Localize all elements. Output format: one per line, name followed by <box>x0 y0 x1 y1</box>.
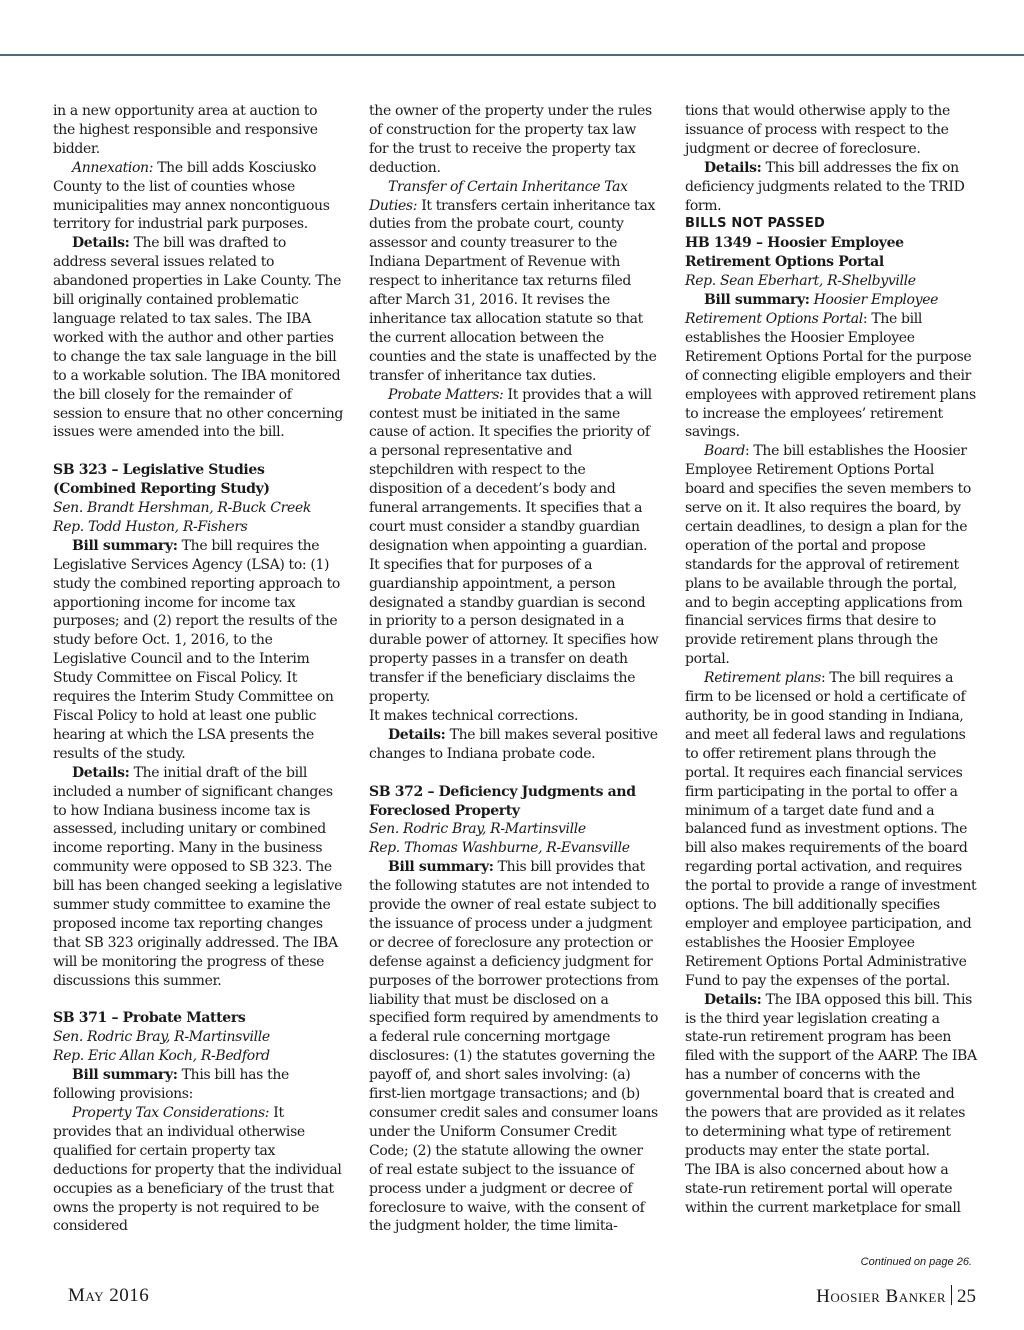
paragraph-text: : The bill establishes the Hoosier Employee Retirement Options Portal for the purpose of connecting eligible employers and their employees with approved retirement plans to increase the employees’ retirement savings. <box>685 310 976 441</box>
paragraph-text: This bill has the following provisions: <box>53 1067 289 1103</box>
probate-matters-paragraph <box>369 386 659 707</box>
board-paragraph <box>685 442 977 669</box>
continued-note: Continued on page 26. <box>860 1256 972 1268</box>
annexation-paragraph <box>53 159 343 235</box>
details-label: Details: <box>704 159 762 176</box>
paragraph: tions that would otherwise apply to the issuance of process with respect to the judgment or decree of foreclosure. <box>685 103 950 157</box>
portal-name: Hoosier Employee Retirement Options Portal <box>685 292 939 327</box>
property-tax-paragraph <box>53 1104 343 1236</box>
paragraph-text: It provides that a will contest must be initiated in the same cause of action. It specifies the priority of a personal representative and stepchildren with respect to the disposition of a decedent’s body and funeral arrangements. It specifies that a court must consider a standby guardian designation when appointing a guardian. It specifies that for purposes of a guardianship appointment, a person designated a standby guardian is second in priority to a person designated in a durable power of attorney. It specifies how property passes in a transfer on death transfer if the beneficiary disclaims the property. <box>369 386 659 706</box>
inheritance-tax-paragraph <box>369 178 659 386</box>
paragraph: The IBA is also concerned about how a state-run retirement portal will operate within the current marketplace for small <box>685 1161 961 1216</box>
summary-label: Bill summary: <box>704 292 810 309</box>
details-paragraph <box>685 991 977 1161</box>
paragraph-text: This bill addresses the fix on deficiency judgments related to the TRID form. <box>685 159 965 214</box>
paragraph-text: It transfers certain inheritance tax duties from the probate court, county assessor and county treasurer to the Indiana Department of Revenue with respect to inheritance tax returns filed after March 31, 2016. It revises the inheritance tax allocation statute so that the current allocation between the counties and the state is unaffected by the transfer of inheritance tax duties. <box>369 197 657 384</box>
details-label: Details: <box>72 764 130 781</box>
column-3 <box>685 102 977 1217</box>
details-paragraph <box>53 764 343 991</box>
sponsor-senator: Sen. Rodric Bray, R-Martinsville <box>369 821 586 838</box>
footer-issue-date: May 2016 <box>68 1285 150 1306</box>
paragraph-text: The bill adds Kosciusko County to the list of counties whose municipalities may annex noncontiguous territory for industrial park purposes. <box>53 159 330 233</box>
sponsor-representative: Rep. Todd Huston, R-Fishers <box>53 518 248 535</box>
bill-summary-paragraph <box>53 1066 343 1104</box>
paragraph-text: : The bill requires a firm to be licensed or hold a certificate of authority, be in good standing in Indiana, and meet all federal laws and regulations to offer retirement plans through the portal. It requires each financial services firm participating in the portal to offer a minimum of a target date fund and a balanced fund as investment options. The bill also makes requirements of the board regarding portal activation, and requires the portal to provide a range of investment options. The bill additionally specifies employer and employee participation, and establishes the Hoosier Employee Retirement Options Portal Administrative Fund to pay the expenses of the portal. <box>685 670 977 989</box>
paragraph: in a new opportunity area at auction to the highest responsible and responsive bidder. <box>53 103 318 157</box>
summary-label: Bill summary: <box>72 537 178 554</box>
bill-heading-sb323: SB 323 – Legislative Studies (Combined Reporting Study) <box>53 462 270 498</box>
section-heading: BILLS NOT PASSED <box>685 216 825 232</box>
summary-label: Bill summary: <box>388 859 494 876</box>
magazine-name: Hoosier Banker <box>816 1286 946 1307</box>
details-paragraph <box>53 234 343 442</box>
bill-summary-paragraph <box>53 537 343 764</box>
sponsor-representative: Rep. Eric Allan Koch, R-Bedford <box>53 1048 270 1065</box>
paragraph-text: The IBA opposed this bill. This is the third year legislation creating a state-run retirement program has been filed with the support of the AARP. The IBA has a number of concerns with the governmental board that is created and the powers that are provided as it relates to determining what type of retirement products may enter the state portal. <box>685 991 977 1159</box>
sponsor-senator: Sen. Rodric Bray, R-Martinsville <box>53 1029 270 1046</box>
summary-label: Bill summary: <box>72 1067 178 1084</box>
paragraph: the owner of the property under the rules of construction for the property tax law for the trust to receive the property tax deduction. <box>369 103 652 176</box>
paragraph-text: : The bill establishes the Hoosier Employee Retirement Options Portal board and specifies the seven members to serve on it. It also requires the board, by certain deadlines, to design a plan for the operation of the portal and propose standards for the approval of retirement plans to be available through the portal, and to begin accepting applications from financial services firms that desire to provide retirement plans through the portal. <box>685 443 971 668</box>
bill-heading-hb1349: HB 1349 – Hoosier Employee Retirement Options Portal <box>685 235 904 271</box>
run-in-label: Retirement plans <box>704 670 821 687</box>
retirement-plans-paragraph <box>685 669 977 990</box>
run-in-label: Probate Matters: <box>388 386 504 403</box>
paragraph-text: The initial draft of the bill included a number of significant changes to how Indiana business income tax is assessed, including unitary or combined income reporting. Many in the business community were opposed to SB 323. The bill has been changed seeking a legislative summer study committee to examine the proposed income tax reporting changes that SB 323 originally addressed. The IBA will be monitoring the progress of these discussions this summer. <box>53 764 343 989</box>
page-number: 25 <box>957 1286 976 1307</box>
sponsor-representative: Rep. Thomas Washburne, R-Evansville <box>369 840 630 857</box>
run-in-label: Board <box>704 443 745 460</box>
details-label: Details: <box>704 991 762 1008</box>
folio-divider <box>951 1285 952 1305</box>
paragraph-text: The bill was drafted to address several issues related to abandoned properties in Lake County. The bill originally contained problematic language related to tax sales. The IBA worked with the author and other parties to change the tax sale language in the bill to a workable solution. The IBA monitored the bill closely for the remainder of session to ensure that no other concerning issues were amended into the bill. <box>53 235 343 441</box>
paragraph-text: The bill requires the Legislative Services Agency (LSA) to: (1) study the combined reporting approach to apportioning income for income tax purposes; and (2) report the results of the study before Oct. 1, 2016, to the Legislative Council and to the Interim Study Committee on Fiscal Policy. It requires the Interim Study Committee on Fiscal Policy to hold at least one public hearing at which the LSA presents the results of the study. <box>53 537 340 762</box>
bill-heading-sb372: SB 372 – Deficiency Judgments and Foreclosed Property <box>369 783 636 819</box>
run-in-label: Transfer of Certain Inheritance Tax Duties: <box>369 178 628 214</box>
details-label: Details: <box>388 726 446 743</box>
details-label: Details: <box>72 235 130 252</box>
column-1 <box>53 102 343 1236</box>
paragraph-text: This bill provides that the following statutes are not intended to provide the owner of real estate subject to the issuance of process under a judgment or decree of foreclosure any protection or defense against a deficiency judgment for purposes of the borrower protections from liability that must be disclosed on a specified form required by amendments to a federal rule concerning mortgage disclosures: (1) the statutes governing the payoff of, and short sales involving: (a) first-lien mortgage transactions; and (b) consumer credit sales and consumer loans under the Uniform Consumer Credit Code; (2) the statute allowing the owner of real estate subject to the issuance of process under a judgment or decree of foreclosure to waive, with the consent of the judgment holder, the time limita- <box>369 859 659 1235</box>
bill-summary-paragraph <box>685 291 977 442</box>
column-2 <box>369 102 659 1236</box>
details-paragraph <box>685 159 977 216</box>
bill-summary-paragraph <box>369 858 659 1236</box>
details-paragraph <box>369 726 659 764</box>
bill-heading-sb371: SB 371 – Probate Matters <box>53 1010 246 1027</box>
sponsor-senator: Sen. Brandt Hershman, R-Buck Creek <box>53 500 312 517</box>
paragraph: It makes technical corrections. <box>369 708 579 724</box>
run-in-label: Annexation: <box>72 159 154 176</box>
run-in-label: Property Tax Considerations: <box>72 1105 270 1121</box>
top-rule <box>0 54 1024 56</box>
sponsor-representative: Rep. Sean Eberhart, R-Shelbyville <box>685 273 916 290</box>
paragraph-text: The bill makes several positive changes to Indiana probate code. <box>369 726 658 762</box>
paragraph-text: It provides that an individual otherwise qualified for certain property tax deductions for property that the individual occupies as a beneficiary of the trust that owns the property is not required to be considered <box>53 1105 342 1235</box>
footer-folio <box>816 1285 976 1308</box>
